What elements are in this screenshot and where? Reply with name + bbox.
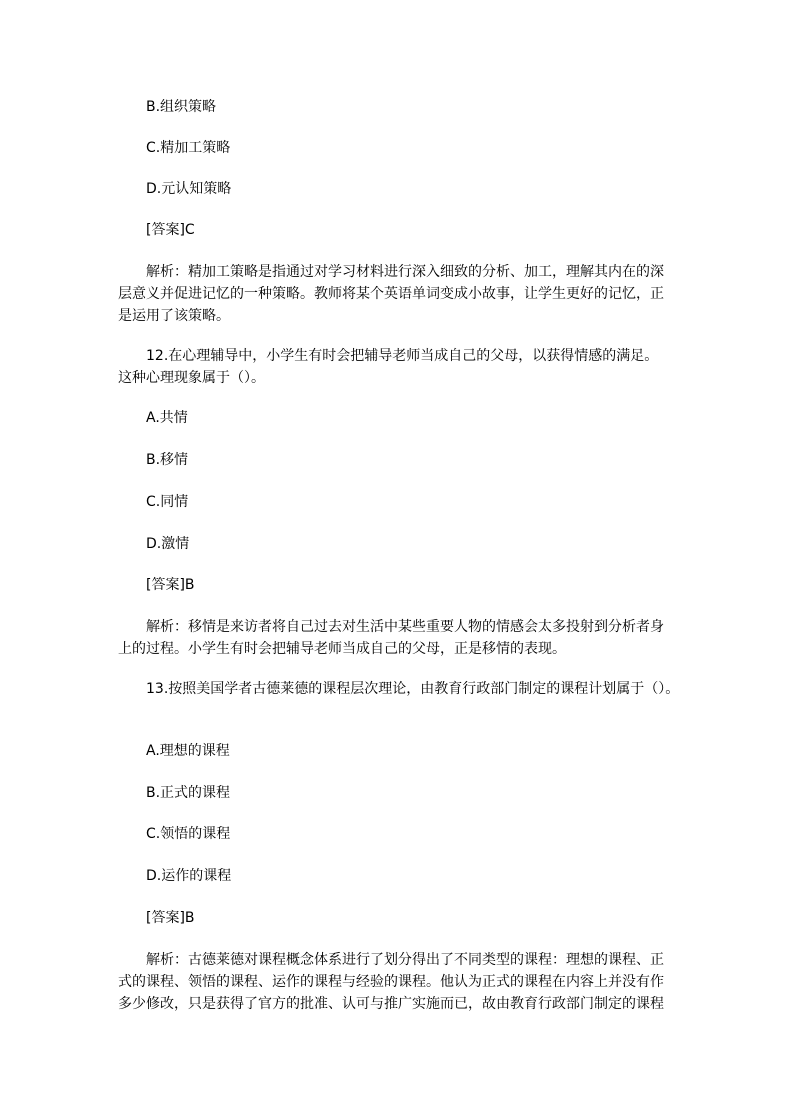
- q12-option-b: B.移情: [146, 452, 189, 468]
- q12-option-c: C.同情: [146, 494, 189, 510]
- question-line: 12.在心理辅导中，小学生有时会把辅导老师当成自己的父母，以获得情感的满足。: [146, 348, 659, 364]
- q12-option-d: D.激情: [146, 536, 190, 552]
- question-line: 13.按照美国学者古德莱德的课程层次理论，由教育行政部门制定的课程计划属于（）。: [146, 681, 680, 697]
- q13-option-c: C.领悟的课程: [146, 826, 231, 842]
- q11-analysis: [118, 261, 678, 327]
- analysis-line: 式的课程、领悟的课程、运作的课程与经验的课程。他认为正式的课程在内容上并没有作: [118, 974, 664, 990]
- q11-answer: [答案]C: [146, 222, 195, 238]
- analysis-line: 解析：精加工策略是指通过对学习材料进行深入细致的分析、加工，理解其内在的深: [146, 264, 664, 280]
- q13-option-a: A.理想的课程: [146, 743, 230, 759]
- q11-option-c: C.精加工策略: [146, 140, 231, 156]
- q12-option-a: A.共情: [146, 410, 188, 426]
- analysis-line: 解析：古德莱德对课程概念体系进行了划分得出了不同类型的课程：理想的课程、正: [146, 952, 664, 968]
- analysis-line: 多少修改，只是获得了官方的批准、认可与推广实施而已，故由教育行政部门制定的课程: [118, 996, 664, 1012]
- q13-option-b: B.正式的课程: [146, 785, 231, 801]
- q13-analysis: [118, 949, 678, 1015]
- q11-option-d: D.元认知策略: [146, 181, 232, 197]
- analysis-line: 层意义并促进记忆的一种策略。教师将某个英语单词变成小故事，让学生更好的记忆，正: [118, 286, 664, 302]
- question-line: 这种心理现象属于（）。: [118, 370, 265, 386]
- q11-option-b: B.组织策略: [146, 99, 217, 115]
- q12-analysis: [118, 616, 678, 660]
- analysis-line: 是运用了该策略。: [118, 308, 230, 324]
- q13-answer: [答案]B: [146, 910, 195, 926]
- analysis-line: 上的过程。小学生有时会把辅导老师当成自己的父母，正是移情的表现。: [118, 641, 566, 657]
- q13-question: [118, 678, 678, 700]
- q13-option-d: D.运作的课程: [146, 868, 232, 884]
- q12-answer: [答案]B: [146, 577, 195, 593]
- q12-question: [118, 345, 678, 389]
- analysis-line: 解析：移情是来访者将自己过去对生活中某些重要人物的情感会太多投射到分析者身: [146, 619, 664, 635]
